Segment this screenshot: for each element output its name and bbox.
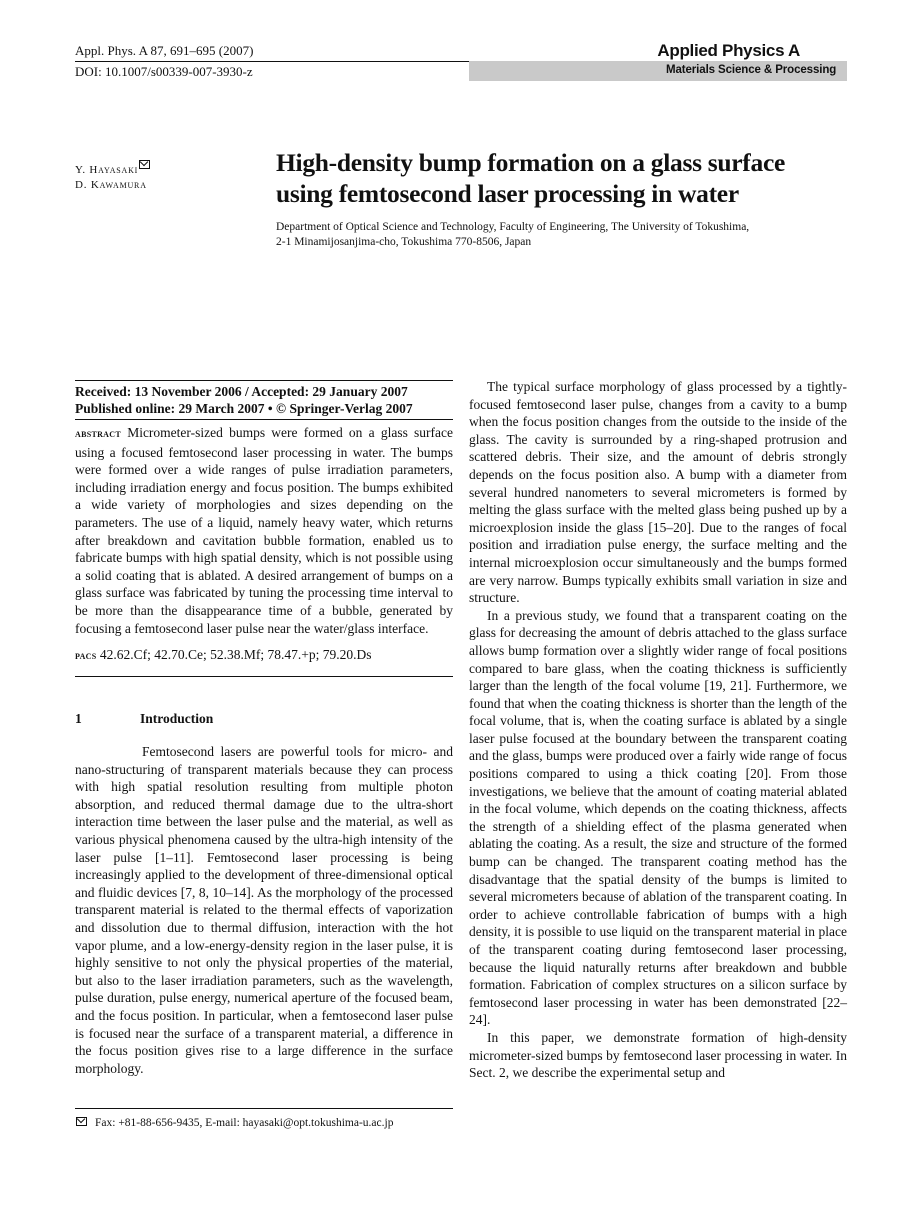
intro-paragraph-3: In a previous study, we found that a transparent coating on the glass for decreasing the amount of debris attached to the glass surface allows bump formation over a slightly wider range of focal positions compared to bare glass, when the coating thickness is sufficiently larger than the length of the focal volume [19, 21]. Furthermore, we found that when the coating thickness is shorter than the length of the focal volume, that is, when the coating surface is ablated by a single laser pulse focused at the boundary between the transparent coating and the glass, bumps were produced over a fairly wide range of focus positions compared to using a thick coating [20]. From those investigations, we believe that the amount of coating material ablated in the focal volume, which depends on the coating thickness, affects the strength of a shielding effect of the plasma generated when ablating the coating. As a result, the size and structure of the formed bump can be changed. The transparent coating method has the disadvantage that the spatial density of the bumps is limited to several micrometers because of ablation of the transparent coating. In order to achieve controllable fabrication of bumps with a high density, it is possible to use liquid on the transparent material in place of the transparent coating during femtosecond laser processing, because the liquid naturally returns after breakdown and bubble formation. Fabrication of complex structures on a silicon surface by femtosecond laser processing in water has been demonstrated [22–24].: [469, 607, 847, 1028]
paper-title: [276, 147, 856, 209]
pacs-codes: 42.62.Cf; 42.70.Ce; 52.38.Mf; 78.47.+p; 79.20.Ds: [99, 647, 372, 662]
title-line-1: High-density bump formation on a glass surface: [276, 148, 785, 177]
abstract: [75, 424, 453, 637]
footnote-text: Fax: +81-88-656-9435, E-mail: hayasaki@opt.tokushima-u.ac.jp: [95, 1117, 394, 1129]
citation: Appl. Phys. A 87, 691–695 (2007): [75, 43, 254, 58]
intro-left-paragraph: [75, 743, 453, 1077]
envelope-icon: [76, 1117, 87, 1126]
dates: [75, 383, 453, 417]
abstract-label: abstract: [75, 428, 121, 440]
intro-paragraph-1: Femtosecond lasers are powerful tools for micro- and nano-structuring of transparent materials because they can process with high spatial resolution resulting from multiple photon absorption, and reduced thermal damage due to the ultra-short interaction time between the laser pulse and the material, as well as various physical phenomena caused by the ultra-high intensity of the laser pulse [1–11]. Femtosecond laser processing is being increasingly applied to the development of three-dimensional optical and fluidic devices [7, 8, 10–14]. As the morphology of the processed transparent material is related to the thermal effects of vaporization and dissolution due to thermal diffusion, interaction with the hot vapor plume, and a low-energy-density region in the laser pulse, it is highly sensitive to not only the physical properties of the material, but also to the laser irradiation parameters, such as the wavelength, pulse duration, pulse energy, numerical aperture of the focused beam, and the focus position. In particular, when a femtosecond laser pulse is focused near the surface of a transparent material, a difference in the focus position gives rise to a large difference in the surface morphology.: [75, 744, 453, 1076]
affiliation-line-2: 2-1 Minamijosanjima-cho, Tokushima 770-8506, Japan: [276, 236, 532, 248]
pacs: [75, 646, 453, 666]
title-line-2: using femtosecond laser processing in water: [276, 179, 739, 208]
abstract-mid-rule: [75, 419, 453, 420]
affiliation-line-1: Department of Optical Science and Technology, Faculty of Engineering, The University of Tokushima,: [276, 221, 750, 233]
intro-paragraph-4: In this paper, we demonstrate formation of high-density micrometer-sized bumps by femtosecond laser processing in water. In Sect. 2, we describe the experimental setup and: [469, 1029, 847, 1081]
intro-right-column: [469, 378, 847, 1082]
abstract-bottom-rule: [75, 676, 453, 677]
section-number: 1: [75, 711, 82, 726]
doi: DOI: 10.1007/s00339-007-3930-z: [75, 64, 253, 79]
footnote: [75, 1117, 393, 1129]
published-line: Published online: 29 March 2007 • © Springer-Verlag 2007: [75, 401, 413, 416]
author-1-name: Y. Hayasaki: [75, 164, 139, 176]
abstract-text: Micrometer-sized bumps were formed on a glass surface using a focused femtosecond laser processing in water. The bumps were formed over a wide ranges of pulse irradiation parameters, including irradiation energy and focus position. The bumps exhibited a wide variety of morphologies and sizes depending on the parameters. The use of a liquid, namely heavy water, which returns after breakdown and cavitation bubble formation, enabled us to fabricate bumps with high spatial density, which is not possible using a solid coating that is ablated. A desired arrangement of bumps on a glass surface was fabricated by tuning the processing time interval to be more than the disappearance time of a bubble, generated by focusing a femtosecond laser pulse near the water/glass interface.: [75, 425, 454, 636]
journal-subtitle: Materials Science & Processing: [666, 64, 837, 76]
footnote-rule: [75, 1108, 453, 1109]
section-title: Introduction: [140, 711, 214, 726]
pacs-label: pacs: [75, 650, 97, 662]
author-2: D. Kawamura: [75, 179, 147, 191]
received-line: Received: 13 November 2006 / Accepted: 29 January 2007: [75, 384, 408, 399]
affiliation: [276, 220, 836, 250]
intro-paragraph-2: The typical surface morphology of glass processed by a tightly-focused femtosecond laser pulse, changes from a cavity to a bump when the focus position changes from the outside to the inside of the glass. The cavity is surrounded by a ring-shaped protrusion and scattered debris. Their size, and the amount of debris strongly depends on the focus position also. A bump with a diameter from several hundred nanometers to several micrometers is formed by melting the glass surface with the melted glass being pushed up by a microexplosion inside the glass [15–20]. Due to the ranges of focal position and irradiation pulse energy, the surface melting and the internal microexplosion occur simultaneously and the bumps formed are very narrow. Bumps typically exhibits small variation in size and structure.: [469, 379, 847, 606]
envelope-icon: [139, 160, 150, 169]
abstract-top-rule: [75, 380, 453, 381]
journal-title: Applied Physics A: [657, 41, 800, 60]
author-1: [75, 160, 150, 176]
